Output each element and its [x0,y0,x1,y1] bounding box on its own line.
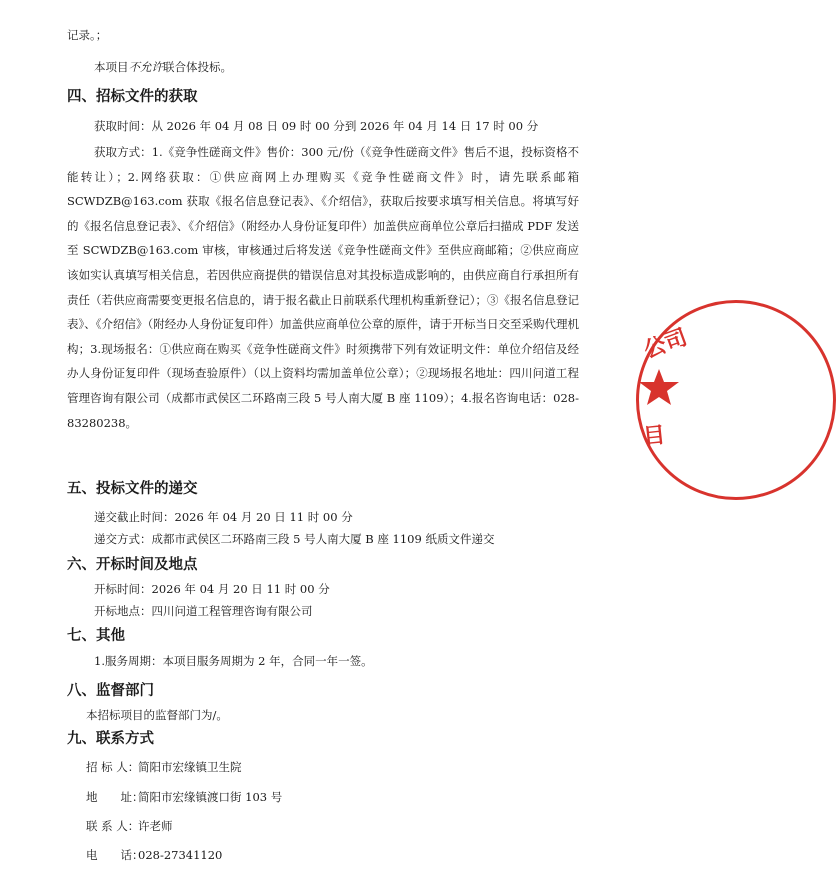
contact-label: 招 标 人： [86,760,140,774]
seal-star-icon [637,367,681,407]
supervision-text: 本招标项目的监督部门为/。 [86,708,228,722]
consortium-suffix: 联合体投标。 [163,60,232,74]
contact-label: 地 址： [86,790,144,804]
consortium-emphasis: 不允许 [128,60,163,74]
record-tail: 记录。； [67,28,108,42]
contact-value: 简阳市宏缘镇渡口街 103 号 [138,790,283,804]
consortium-note [94,58,614,76]
contact-row-phone [86,846,606,864]
submission-method: 递交方式：成都市武侯区二环路南三段 5 号人南大厦 B 座 1109 纸质文件递交 [94,532,495,546]
section-7-heading: 七、其他 [67,628,125,644]
service-period: 1.服务周期：本项目服务周期为 2 年，合同一年一签。 [94,654,373,668]
section-8-heading: 八、监督部门 [67,683,154,699]
contact-row-address [86,788,606,806]
acquisition-method: 获取方式：1.《竞争性磋商文件》售价：300 元/份（《竞争性磋商文件》售后不退，投标资格不能转让）；2.网络获取：①供应商网上办理购买《竞争性磋商文件》时，请先联系邮箱 SCWDZB@163.com 获取《报名信息登记表》、《介绍信》，获取后按要求填写相关信息。将填写好的《报名信息登记表》、《介绍信》（附经办人身份证复印件）加盖供应商单位公章后扫描成 PDF 发送至 SCWDZB@163.com 审核，审核通过后将发送《竞争性磋商文件》至供应商邮箱；②供应商应该如实认真填写相关信息，若因供应商提供的错误信息对其投标造成影响的，由供应商自行承担所有责任（若供应商需要变更报名信息的，请于报名截止日前联系代理机构重新登记）；③《报名信息登记表》、《介绍信》（附经办人身份证复印件）加盖供应商单位公章的原件，请于开标当日交至采购代理机构；3.现场报名：①供应商在购买《竞争性磋商文件》时须携带下列有效证明文件：单位介绍信及经办人身份证复印件（现场查验原件）（以上资料均需加盖单位公章）；②现场报名地址：四川问道工程管理咨询有限公司（成都市武侯区二环路南三段 5 号人南大厦 B 座 1109）；4.报名咨询电话：028-83280238。 [67,145,579,430]
contact-label: 电 话： [86,848,144,862]
contact-label: 联 系 人： [86,819,140,833]
section-9-heading: 九、联系方式 [67,731,154,747]
contact-value: 028-27341120 [138,848,223,862]
section-4-heading: 四、招标文件的获取 [67,89,198,105]
opening-time: 开标时间：2026 年 04 月 20 日 11 时 00 分 [94,582,330,596]
seal-text-top: 公司 [640,325,691,364]
company-seal [636,300,836,500]
consortium-prefix: 本项目 [94,60,129,74]
seal-text-bottom: 目 [641,422,667,451]
contact-row-tenderer [86,758,606,776]
opening-place: 开标地点：四川问道工程管理咨询有限公司 [94,604,313,618]
submission-deadline: 递交截止时间：2026 年 04 月 20 日 11 时 00 分 [94,510,353,524]
contact-row-person [86,817,606,835]
section-6-heading: 六、开标时间及地点 [67,557,198,573]
contact-value: 许老师 [138,819,173,833]
acquisition-time: 获取时间：从 2026 年 04 月 08 日 09 时 00 分到 2026 年 04 月 14 日 17 时 00 分 [94,119,539,133]
contact-value: 简阳市宏缘镇卫生院 [138,760,242,774]
section-5-heading: 五、投标文件的递交 [67,481,198,497]
